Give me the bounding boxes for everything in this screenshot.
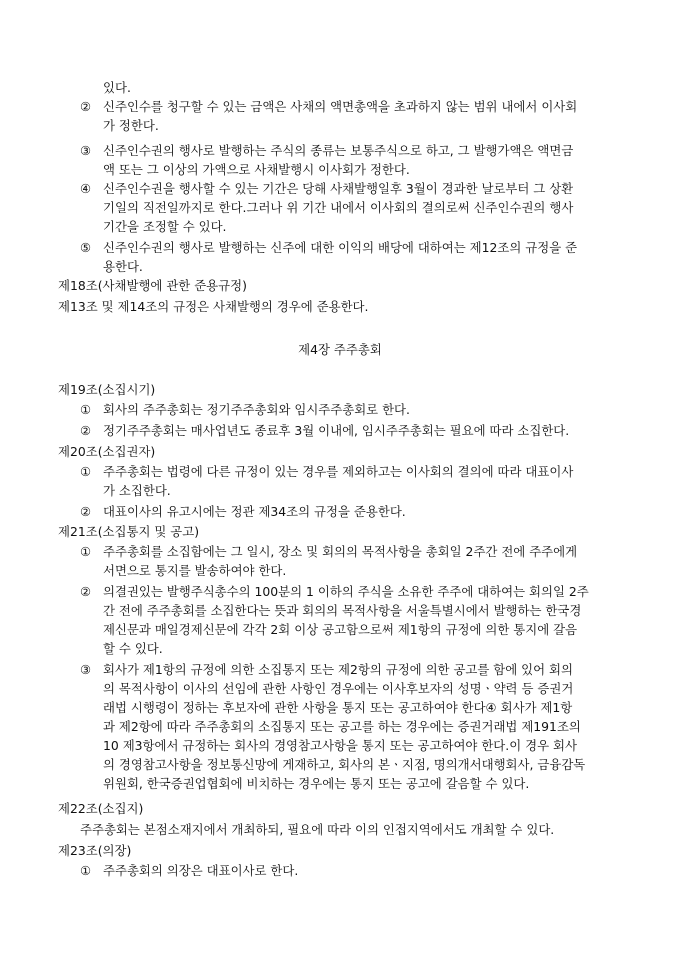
item-text: 정기주주총회는 매사업년도 종료후 3월 이내에, 임시주주총회는 필요에 따라 소집한다.: [103, 423, 570, 438]
text-line: 있다.: [103, 80, 131, 95]
item-marker: ②: [80, 584, 92, 599]
item-text: 의결권있는 발행주식총수의 100분의 1 이하의 주식을 소유한 주주에 대하여는 회의일 2주: [103, 584, 589, 599]
list-item: [80, 661, 573, 679]
text-line: 가 정한다.: [103, 118, 159, 133]
item-marker: ⑤: [80, 240, 92, 255]
list-item: [80, 583, 589, 601]
item-text: 신주인수를 청구할 수 있는 금액은 사채의 액면총액을 초과하지 않는 범위 내에서 이사회: [103, 99, 578, 114]
text-line: 제13조 및 제14조의 규정은 사채발행의 경우에 준용한다.: [58, 299, 369, 314]
article-heading: 제18조(사채발행에 관한 준용규정): [58, 278, 247, 293]
item-text: 신주인수권의 행사로 발행하는 신주에 대한 이익의 배당에 대하여는 제12조의 규정을 준: [103, 240, 578, 255]
item-marker: ①: [80, 863, 92, 878]
article-heading: 제21조(소집통지 및 공고): [58, 524, 200, 539]
item-text: 주주총회는 법령에 다른 규정이 있는 경우를 제외하고는 이사회의 결의에 따라 대표이사: [103, 464, 574, 479]
list-item: [80, 543, 577, 561]
item-marker: ①: [80, 464, 92, 479]
text-line: 간 전에 주주총회를 소집한다는 뜻과 회의의 목적사항을 서울특별시에서 발행하는 한국경: [103, 603, 582, 618]
item-marker: ②: [80, 99, 92, 114]
article-heading: 제19조(소집시기): [58, 382, 156, 397]
item-marker: ②: [80, 423, 92, 438]
text-line: 래법 시행령이 정하는 후보자에 관한 사항을 통지 또는 공고하여야 한다④ 회사가 제1항: [103, 700, 573, 715]
text-line: 의 목적사항이 이사의 선임에 관한 사항인 경우에는 이사후보자의 성명ㆍ약력 등 증권거: [103, 681, 574, 696]
text-line: 기일의 직전일까지로 한다.그러나 위 기간 내에서 이사회의 결의로써 신주인수권의 행사: [103, 200, 574, 215]
list-item: [80, 862, 298, 880]
list-item: [80, 180, 573, 198]
text-line: 위원회, 한국증권업협회에 비치하는 경우에는 통지 또는 공고에 갈음할 수 있다.: [103, 776, 530, 791]
text-line: 주주총회는 본점소재지에서 개최하되, 필요에 따라 이의 인접지역에서도 개최할 수 있다.: [80, 822, 555, 837]
item-marker: ③: [80, 143, 92, 158]
text-line: 제신문과 매일경제신문에 각각 2회 이상 공고함으로써 제1항의 규정에 의한 통지에 갈음: [103, 622, 578, 637]
text-line: 액 또는 그 이상의 가액으로 사채발행시 이사회가 정한다.: [103, 162, 410, 177]
text-line: 기간을 조정할 수 있다.: [103, 219, 227, 234]
article-heading: 제20조(소집권자): [58, 444, 156, 459]
text-line: 가 소집한다.: [103, 483, 171, 498]
text-line: 서면으로 통지를 발송하여야 한다.: [103, 563, 287, 578]
text-line: 의 경영참고사항을 정보통신망에 게재하고, 회사의 본ㆍ지점, 명의개서대행회사, 금융감독: [103, 757, 586, 772]
text-line: 10 제3항에서 규정하는 회사의 경영참고사항을 통지 또는 공고하여야 한다.이 경우 회사: [103, 738, 577, 753]
list-item: [80, 239, 577, 257]
list-item: [80, 142, 573, 160]
item-text: 대표이사의 유고시에는 정관 제34조의 규정을 준용한다.: [103, 504, 406, 519]
list-item: [80, 503, 406, 521]
list-item: [80, 98, 577, 116]
chapter-title: 제4장 주주총회: [298, 342, 382, 357]
item-marker: ②: [80, 504, 92, 519]
article-heading: 제23조(의장): [58, 843, 132, 858]
item-text: 회사가 제1항의 규정에 의한 소집통지 또는 제2항의 규정에 의한 공고를 함에 있어 회의: [103, 662, 573, 677]
text-line: 과 제2항에 따라 주주총회의 소집통지 또는 공고를 하는 경우에는 증권거래법 제191조의: [103, 719, 581, 734]
item-text: 주주총회의 의장은 대표이사로 한다.: [103, 863, 299, 878]
item-text: 회사의 주주총회는 정기주주총회와 임시주주총회로 한다.: [103, 402, 410, 417]
list-item: [80, 422, 569, 440]
list-item: [80, 401, 410, 419]
item-text: 신주인수권의 행사로 발행하는 주식의 종류는 보통주식으로 하고, 그 발행가액은 액면금: [103, 143, 574, 158]
item-text: 신주인수권을 행사할 수 있는 기간은 당해 사채발행일후 3월이 경과한 날로부터 그 상환: [103, 181, 574, 196]
item-marker: ①: [80, 544, 92, 559]
item-marker: ①: [80, 402, 92, 417]
list-item: [80, 463, 573, 481]
item-text: 주주총회를 소집함에는 그 일시, 장소 및 회의의 목적사항을 총회일 2주간 전에 주주에게: [103, 544, 578, 559]
text-line: 할 수 있다.: [103, 641, 163, 656]
article-heading: 제22조(소집지): [58, 801, 144, 816]
text-line: 용한다.: [103, 259, 143, 274]
item-marker: ④: [80, 181, 92, 196]
item-marker: ③: [80, 662, 92, 677]
